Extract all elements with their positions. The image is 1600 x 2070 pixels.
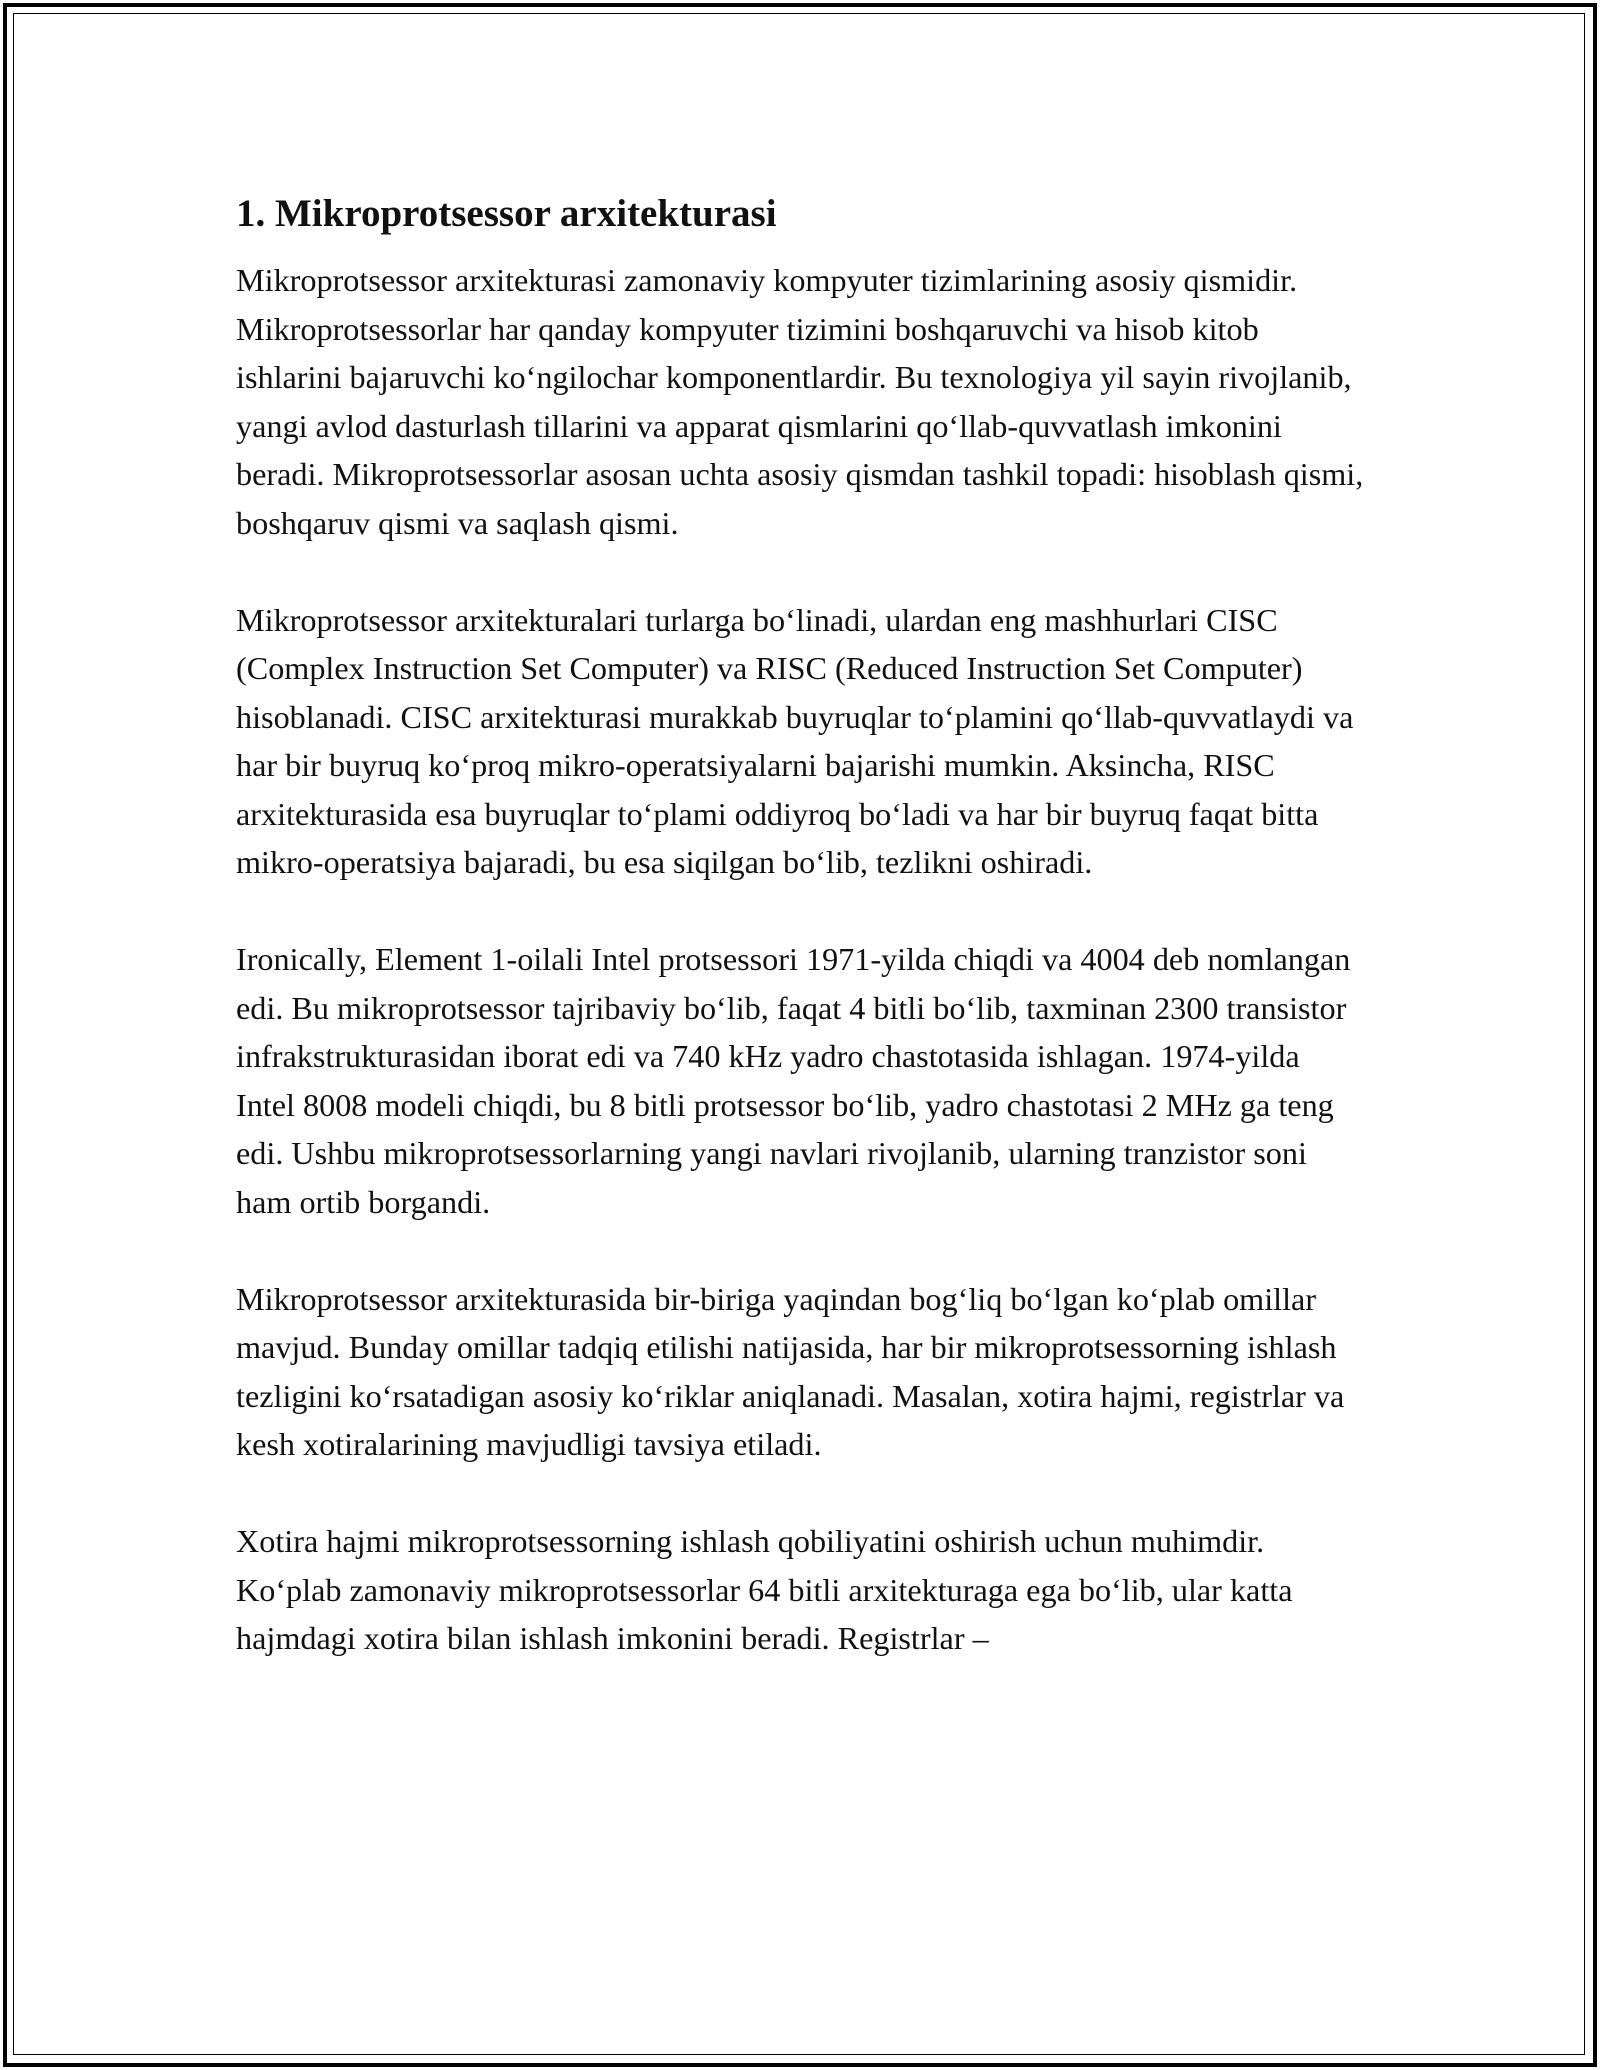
- section-heading: 1. Mikroprotsessor arxitekturasi: [236, 192, 777, 235]
- paragraph-4: Mikroprotsessor arxitekturasida bir-biriga yaqindan bog‘liq bo‘lgan ko‘plab omillar mavjud. Bunday omillar tadqiq etilishi natijasida, har bir mikroprotsessorning ishlash tezligini ko‘rsatadigan asosiy ko‘riklar aniqlanadi. Masalan, xotira hajmi, registrlar va kesh xotiralarining mavjudligi tavsiya etiladi.: [236, 1280, 1345, 1462]
- paragraph-3: Ironically, Element 1-oilali Intel protsessori 1971-yilda chiqdi va 4004 deb nomlangan edi. Bu mikroprotsessor tajribaviy bo‘lib, faqat 4 bitli bo‘lib, taxminan 2300 transistor infrakstrukturasidan iborat edi va 740 kHz yadro chastotasida ishlagan. 1974-yilda Intel 8008 modeli chiqdi, bu 8 bitli protsessor bo‘lib, yadro chastotasi 2 MHz ga teng edi. Ushbu mikroprotsessorlarning yangi navlari rivojlanib, ularning tranzistor soni ham ortib borgandi.: [236, 941, 1351, 1220]
- paragraph-1: Mikroprotsessor arxitekturasi zamonaviy kompyuter tizimlarining asosiy qismidir. Mikroprotsessorlar har qanday kompyuter tizimini boshqaruvchi va hisob kitob ishlarini bajaruvchi ko‘ngilochar komponentlardir. Bu texnologiya yil sayin rivojlanib, yangi avlod dasturlash tillarini va apparat qismlarini qo‘llab-quvvatlash imkonini beradi. Mikroprotsessorlar asosan uchta asosiy qismdan tashkil topadi: hisoblash qismi, boshqaruv qismi va saqlash qismi.: [236, 262, 1364, 541]
- paragraph-5: Xotira hajmi mikroprotsessorning ishlash qobiliyatini oshirish uchun muhimdir. Ko‘plab zamonaviy mikroprotsessorlar 64 bitli arxitekturaga ega bo‘lib, ular katta hajmdagi xotira bilan ishlash imkonini beradi. Registrlar –: [236, 1523, 1293, 1656]
- paragraph-2: Mikroprotsessor arxitekturalari turlarga bo‘linadi, ulardan eng mashhurlari CISC (Complex Instruction Set Computer) va RISC (Reduced Instruction Set Computer) hisoblanadi. CISC arxitekturasi murakkab buyruqlar to‘plamini qo‘llab-quvvatlaydi va har bir buyruq ko‘proq mikro-operatsiyalarni bajarishi mumkin. Aksincha, RISC arxitekturasida esa buyruqlar to‘plami oddiyroq bo‘ladi va har bir buyruq faqat bitta mikro-operatsiya bajaradi, bu esa siqilgan bo‘lib, tezlikni oshiradi.: [236, 601, 1354, 880]
- document-body: [236, 184, 1366, 1711]
